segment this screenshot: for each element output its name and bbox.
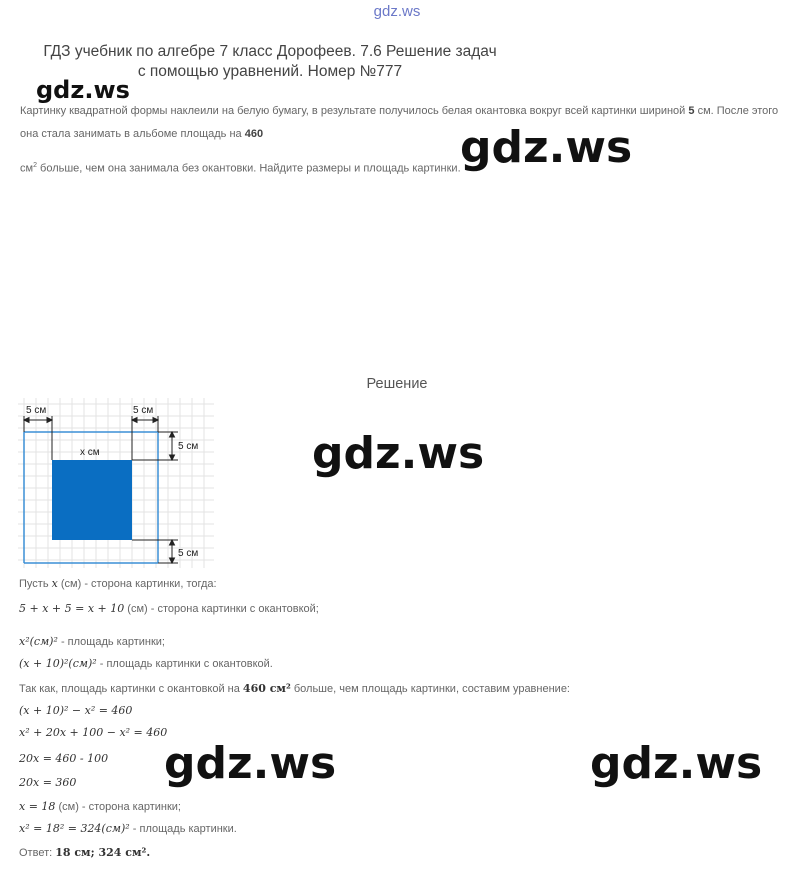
solution-line-10: x = 18 (см) - сторона картинки; [19,800,181,813]
picture-square [52,460,132,540]
watermark: gdz.ws [164,738,337,789]
solution-line-3: x²(см)² - площадь картинки; [19,635,165,648]
watermark: gdz.ws [36,76,130,104]
label-left-top: 5 см [26,405,47,416]
task-line-2: она стала занимать в альбоме площадь на 460 [20,128,264,140]
solution-line-8: 20x = 460 - 100 [19,752,109,765]
solution-line-9: 20x = 360 [19,776,77,789]
problem-figure [18,398,214,568]
solution-line-6: (x + 10)² − x² = 460 [19,704,133,717]
label-picture: x см [80,447,100,458]
solution-line-4: (x + 10)²(см)² - площадь картинки с окантовкой. [19,657,273,670]
solution-line-2: 5 + x + 5 = x + 10 (см) - сторона картинки с окантовкой; [19,602,319,615]
solution-line-11: x² = 18² = 324(см)² - площадь картинки. [19,822,237,835]
label-right-top: 5 см [133,405,154,416]
title-line-2: с помощью уравнений. Номер №777 [137,63,403,80]
solution-heading: Решение [366,376,428,392]
label-right-upper: 5 см [178,441,199,452]
task-line-3: $см^2$ больше, чем она занимала без окантовки. Найдите размеры и площадь картинки. [20,162,461,175]
watermark: gdz.ws [460,122,633,173]
title-line-1: ГДЗ учебник по алгебре 7 класс Дорофеев. 7.6 Решение задач [43,43,497,60]
label-right-lower: 5 см [178,548,199,559]
site-top-link[interactable]: gdz.ws [373,3,421,20]
solution-line-1: Пусть x (см) - сторона картинки, тогда: [19,577,217,590]
watermark: gdz.ws [590,738,763,789]
task-line-1: Картинку квадратной формы наклеили на белую бумагу, в результате получилось белая окантовка вокруг всей картинки шириной 5 см. После этого [20,105,779,117]
solution-answer: Ответ: 18 см; 324 см². [19,846,151,859]
solution-line-5: Так как, площадь картинки с окантовкой на 460 см² больше, чем площадь картинки, составим уравнение: [19,682,570,695]
watermark: gdz.ws [312,428,485,479]
solution-line-7: x² + 20x + 100 − x² = 460 [19,726,168,739]
